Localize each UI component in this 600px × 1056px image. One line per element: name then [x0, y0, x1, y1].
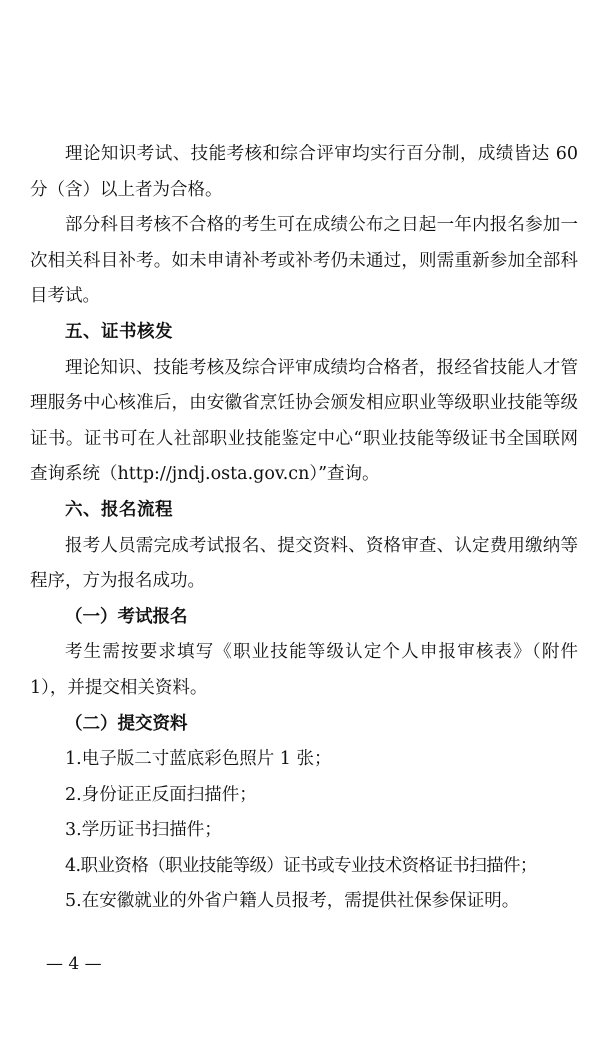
- subsection-heading-exam-registration: （一）考试报名: [65, 606, 188, 627]
- list-item: 4.职业资格（职业技能等级）证书或专业技术资格证书扫描件；: [65, 855, 537, 876]
- list-item: 3.学历证书扫描件；: [65, 820, 222, 841]
- subsection-heading-materials: （二）提交资料: [65, 713, 188, 734]
- paragraph-exam-registration: 考生需按要求填写《职业技能等级认定个人申报审核表》（附件 1），并提交相关资料。: [30, 642, 578, 698]
- paragraph-registration: 报考人员需完成考试报名、提交资料、资格审查、认定费用缴纳等程序，方为报名成功。: [30, 535, 578, 592]
- list-item: 1.电子版二寸蓝底彩色照片 1 张；: [65, 749, 332, 770]
- list-item: 2.身份证正反面扫描件；: [65, 784, 257, 805]
- page-number: — 4 —: [46, 954, 102, 974]
- paragraph-scoring: 理论知识考试、技能考核和综合评审均实行百分制，成绩皆达 60 分（含）以上者为合格。: [30, 144, 578, 200]
- list-item: 5.在安徽就业的外省户籍人员报考，需提供社保参保证明。: [65, 891, 520, 912]
- section-heading-certificate: 五、证书核发: [65, 321, 173, 342]
- section-heading-registration: 六、报名流程: [65, 499, 173, 520]
- paragraph-certificate: 理论知识、技能考核及综合评审成绩均合格者，报经省技能人才管理服务中心核准后，由安徽省烹饪协会颁发相应职业等级职业技能等级证书。证书可在人社部职业技能鉴定中心“职业技能等级证书全国联网查询系统（http://jndj.osta.gov.cn）”查询。: [30, 357, 578, 485]
- document-body: [30, 137, 578, 920]
- paragraph-retake: 部分科目考核不合格的考生可在成绩公布之日起一年内报名参加一次相关科目补考。如未申请补考或补考仍未通过，则需重新参加全部科目考试。: [30, 215, 578, 307]
